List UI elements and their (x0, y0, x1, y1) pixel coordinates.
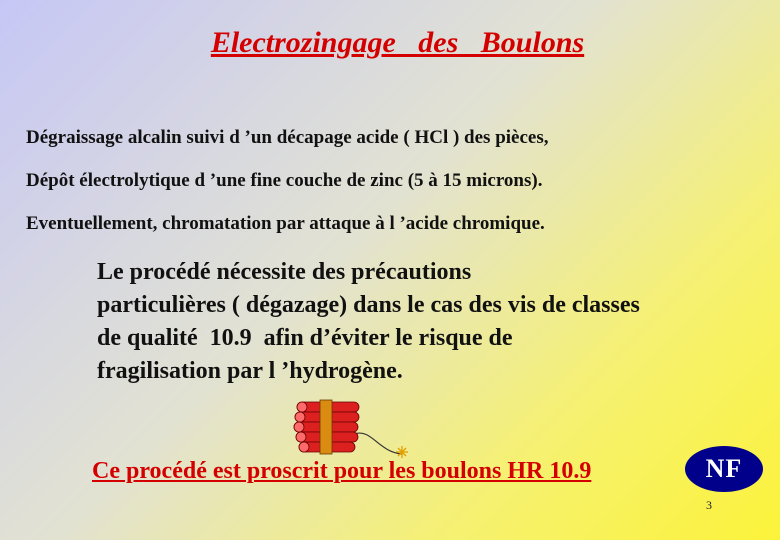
paragraph-line: particulières ( dégazage) dans le cas des vis de classes (97, 292, 640, 318)
paragraph-line: Le procédé nécessite des précautions (97, 259, 472, 285)
paragraph-line: fragilisation par l ’hydrogène. (97, 358, 403, 384)
dynamite-icon (292, 394, 408, 466)
process-step-chromating: Eventuellement, chromatation par attaque à l ’acide chromique. (26, 213, 545, 234)
precaution-paragraph (97, 256, 757, 388)
paragraph-line: de qualité 10.9 afin d’éviter le risque de (97, 325, 513, 351)
page-number: 3 (706, 498, 712, 512)
process-step-zinc-deposit: Dépôt électrolytique d ’une fine couche de zinc (5 à 15 microns). (26, 170, 543, 191)
process-step-degreasing: Dégraissage alcalin suivi d ’un décapage acide ( HCl ) des pièces, (26, 127, 549, 148)
nf-logo (685, 446, 763, 492)
warning-text: Ce procédé est proscrit pour les boulons HR 10.9 (92, 458, 592, 484)
slide-title: Electrozingage des Boulons (210, 26, 585, 59)
nf-logo-label: NF (705, 454, 743, 483)
